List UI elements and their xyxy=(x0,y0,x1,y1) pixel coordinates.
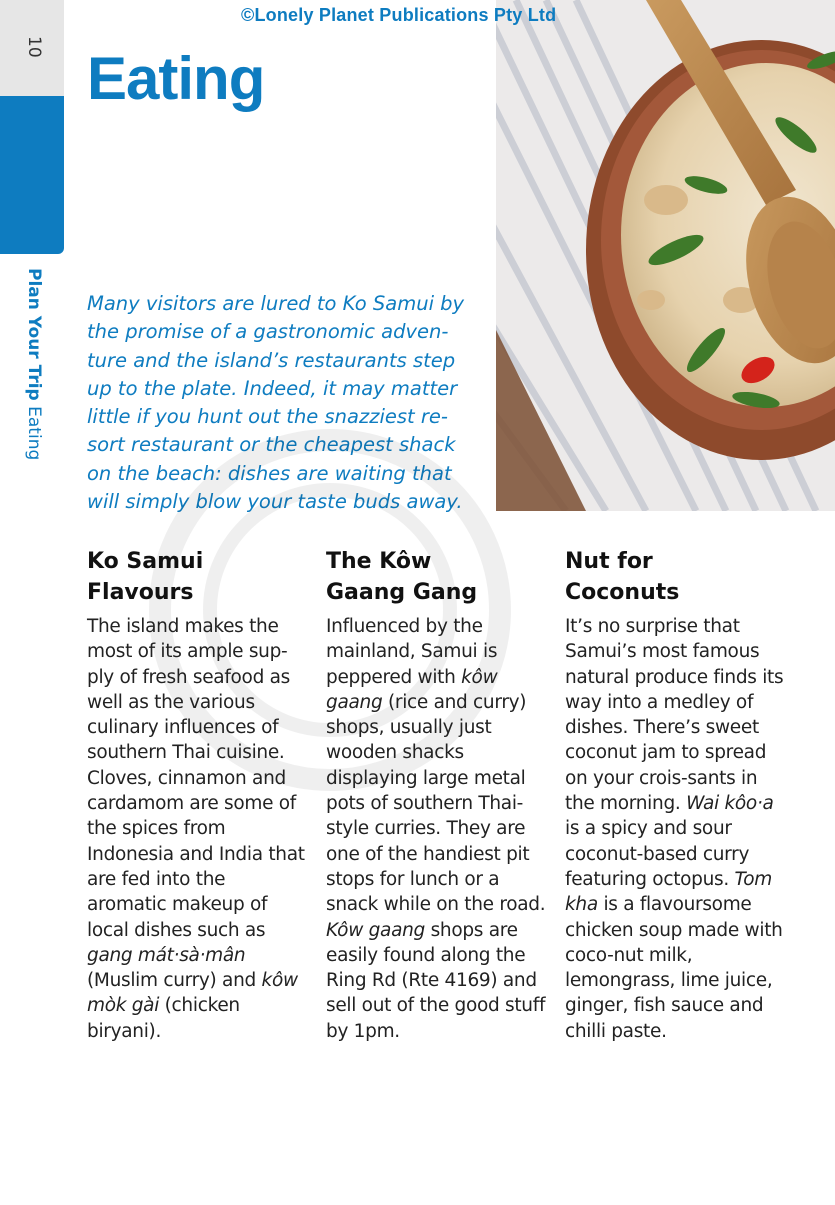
section-heading xyxy=(565,546,785,608)
dish-name: kôw mòk gài xyxy=(87,970,298,1017)
dish-name: Wai kôo·a xyxy=(686,793,774,815)
section-heading xyxy=(326,546,546,608)
heading-line: Ko Samui xyxy=(87,549,204,574)
body-text: shops are easily found along the Ring Rd (Rte 4169) and sell out of the good stuff by 1pm. xyxy=(326,919,546,1042)
body-text: The island makes the most of its ample sup-ply of fresh seafood as well as the various culinary influences of southern Thai cuisine. Cloves, cinnamon and cardamom are some of the spices from Indonesia and India that are fed into the aromatic makeup of local dishes such as xyxy=(87,616,305,941)
body-text: (chicken biryani). xyxy=(87,995,240,1042)
heading-line: The Kôw xyxy=(326,549,432,574)
section-ko-samui-flavours xyxy=(87,546,307,1044)
body-text: It’s no surprise that Samui’s most famous natural produce finds its way into a medley of dishes. There’s sweet coconut jam to spread on your crois-sants in the morning. xyxy=(565,616,784,815)
dish-name: gang mát·sà·mân xyxy=(87,944,246,966)
section-body xyxy=(87,614,307,1044)
body-text: Influenced by the mainland, Samui is peppered with xyxy=(326,616,498,688)
soup-photo xyxy=(496,0,835,511)
page-title: Eating xyxy=(87,45,265,112)
dish-name: kôw gaang xyxy=(326,666,498,713)
page-number: 10 xyxy=(24,36,44,58)
dish-name: Tom kha xyxy=(565,868,773,916)
section-nut-for-coconuts xyxy=(565,546,785,1044)
body-text: is a spicy and sour coconut-based curry featuring octopus. xyxy=(565,818,750,890)
body-text: (rice and curry) shops, usually just wooden shacks displaying large metal pots of southern Thai-style curries. They are one of the handiest pit stops for lunch or a snack while on the road. xyxy=(326,691,546,916)
running-header xyxy=(24,268,44,460)
section-heading xyxy=(87,546,307,608)
body-text: (Muslim curry) and xyxy=(87,970,262,992)
heading-line: Coconuts xyxy=(565,580,680,605)
body-text: is a flavoursome chicken soup made with coco-nut milk, lemongrass, lime juice, ginger, fish sauce and chilli paste. xyxy=(565,894,783,1042)
heading-line: Nut for xyxy=(565,549,653,574)
running-header-section: Plan Your Trip xyxy=(24,268,44,401)
soup-bowl-image xyxy=(496,0,835,511)
intro-paragraph: Many visitors are lured to Ko Samui by the promise of a gastronomic adven-ture and the island’s restaurants step up to the plate. Indeed, it may matter little if you hunt out the snazziest re-sort restaurant or the cheapest shack on the beach: dishes are waiting that will simply blow your taste buds away. xyxy=(87,292,465,514)
section-body xyxy=(565,614,785,1044)
section-body xyxy=(326,614,546,1044)
heading-line: Flavours xyxy=(87,580,194,605)
page-number-tab xyxy=(0,0,64,96)
copyright-notice: ©Lonely Planet Publications Pty Ltd xyxy=(241,5,557,25)
section-kow-gaang-gang xyxy=(326,546,546,1044)
section-tab xyxy=(0,96,64,254)
running-header-chapter: Eating xyxy=(24,406,44,461)
heading-line: Gaang Gang xyxy=(326,580,478,605)
dish-name: Kôw gaang xyxy=(326,919,425,941)
